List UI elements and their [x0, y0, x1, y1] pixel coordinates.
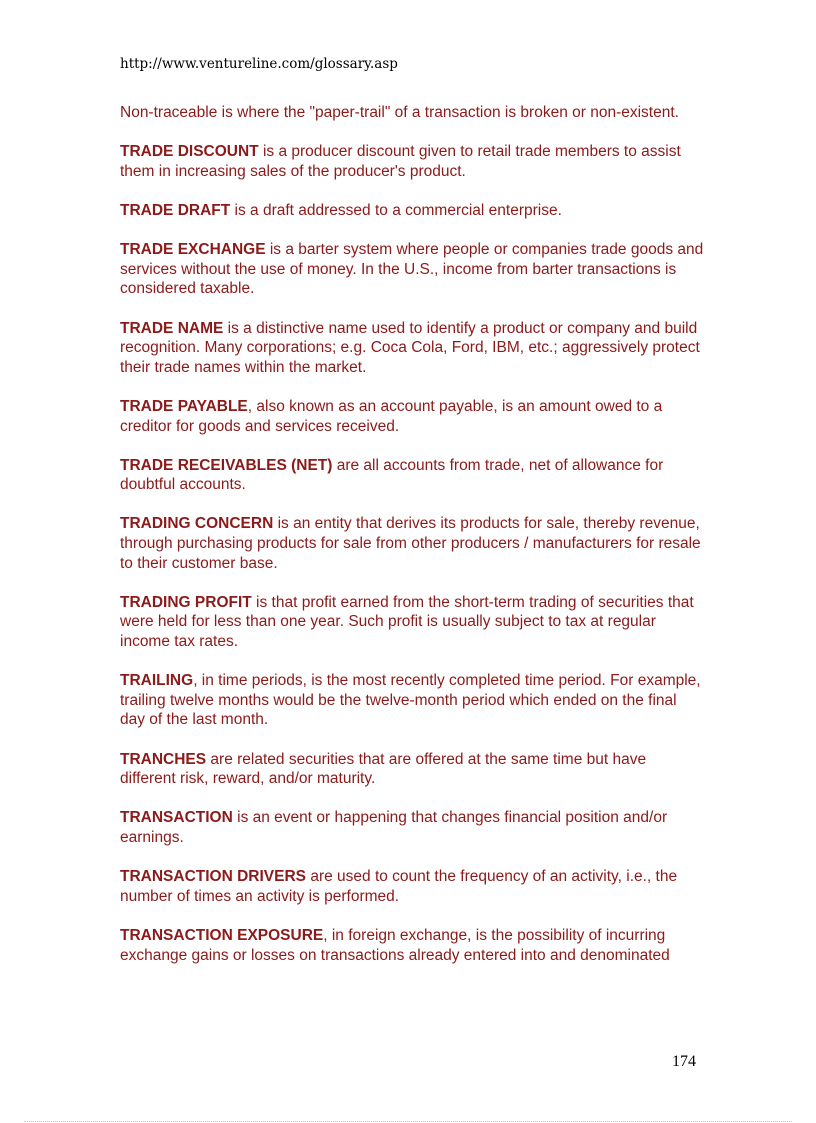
glossary-term: TRANSACTION EXPOSURE: [120, 926, 324, 944]
glossary-term: TRADE DRAFT: [120, 201, 231, 219]
glossary-term: TRAILING: [120, 672, 194, 690]
glossary-definition: , also known as an account payable, is an amount owed to a creditor for goods and services received.: [120, 397, 663, 435]
glossary-definition: is an event or happening that changes financial position and/or earnings.: [120, 809, 668, 846]
glossary-entries: [120, 103, 705, 985]
glossary-definition: , in foreign exchange, is the possibility of incurring exchange gains or losses on transactions already entered into and denominated: [120, 926, 670, 964]
glossary-term: TRANSACTION: [120, 809, 233, 827]
glossary-term: TRANSACTION DRIVERS: [120, 868, 307, 886]
glossary-term: TRADE EXCHANGE: [120, 241, 266, 259]
glossary-definition: , in time periods, is the most recently completed time period. For example, trailing twelve months would be the twelve-month period which ended on the final day of the last month.: [120, 672, 701, 729]
page-number: 174: [672, 1053, 696, 1070]
glossary-definition: are all accounts from trade, net of allowance for doubtful accounts.: [120, 456, 664, 494]
glossary-entry: [120, 103, 705, 123]
glossary-term: TRADING CONCERN: [120, 515, 274, 533]
glossary-definition: are related securities that are offered at the same time but have different risk, reward, and/or maturity.: [120, 750, 647, 788]
glossary-entry: [120, 867, 705, 906]
glossary-term: TRADE NAME: [120, 319, 224, 337]
glossary-entry: [120, 319, 705, 378]
glossary-entry: [120, 201, 705, 221]
glossary-entry: [120, 456, 705, 495]
glossary-definition: are used to count the frequency of an activity, i.e., the number of times an activity is performed.: [120, 868, 678, 905]
glossary-term: TRANCHES: [120, 750, 207, 768]
glossary-term: TRADE RECEIVABLES (NET): [120, 456, 333, 474]
glossary-definition: is a barter system where people or companies trade goods and services without the use of money. In the U.S., income from barter transactions is considered taxable.: [120, 241, 704, 298]
glossary-definition: Non-traceable is where the "paper-trail" of a transaction is broken or non-existent.: [120, 104, 679, 121]
glossary-definition: is a draft addressed to a commercial enterprise.: [230, 201, 562, 219]
glossary-entry: [120, 397, 705, 436]
glossary-entry: [120, 671, 705, 730]
glossary-entry: [120, 750, 705, 789]
glossary-definition: is an entity that derives its products for sale, thereby revenue, through purchasing products for sale from other producers / manufacturers for resale to their customer base.: [120, 515, 701, 572]
glossary-term: TRADING PROFIT: [120, 593, 252, 611]
glossary-definition: is a producer discount given to retail trade members to assist them in increasing sales of the producer's product.: [120, 143, 681, 180]
glossary-term: TRADE DISCOUNT: [120, 143, 259, 161]
page-bottom-edge: [24, 1121, 792, 1122]
glossary-entry: [120, 240, 705, 299]
glossary-entry: [120, 593, 705, 652]
page-url: http://www.ventureline.com/glossary.asp: [120, 56, 398, 72]
glossary-term: TRADE PAYABLE: [120, 397, 248, 415]
glossary-entry: [120, 514, 705, 573]
glossary-entry: [120, 142, 705, 181]
glossary-definition: is a distinctive name used to identify a product or company and build recognition. Many corporations; e.g. Coca Cola, Ford, IBM, etc.; aggressively protect their trade names within the market.: [120, 319, 700, 376]
glossary-entry: [120, 926, 705, 965]
glossary-entry: [120, 808, 705, 847]
glossary-definition: is that profit earned from the short-term trading of securities that were held for less than one year. Such profit is usually subject to tax at regular income tax rates.: [120, 593, 694, 651]
